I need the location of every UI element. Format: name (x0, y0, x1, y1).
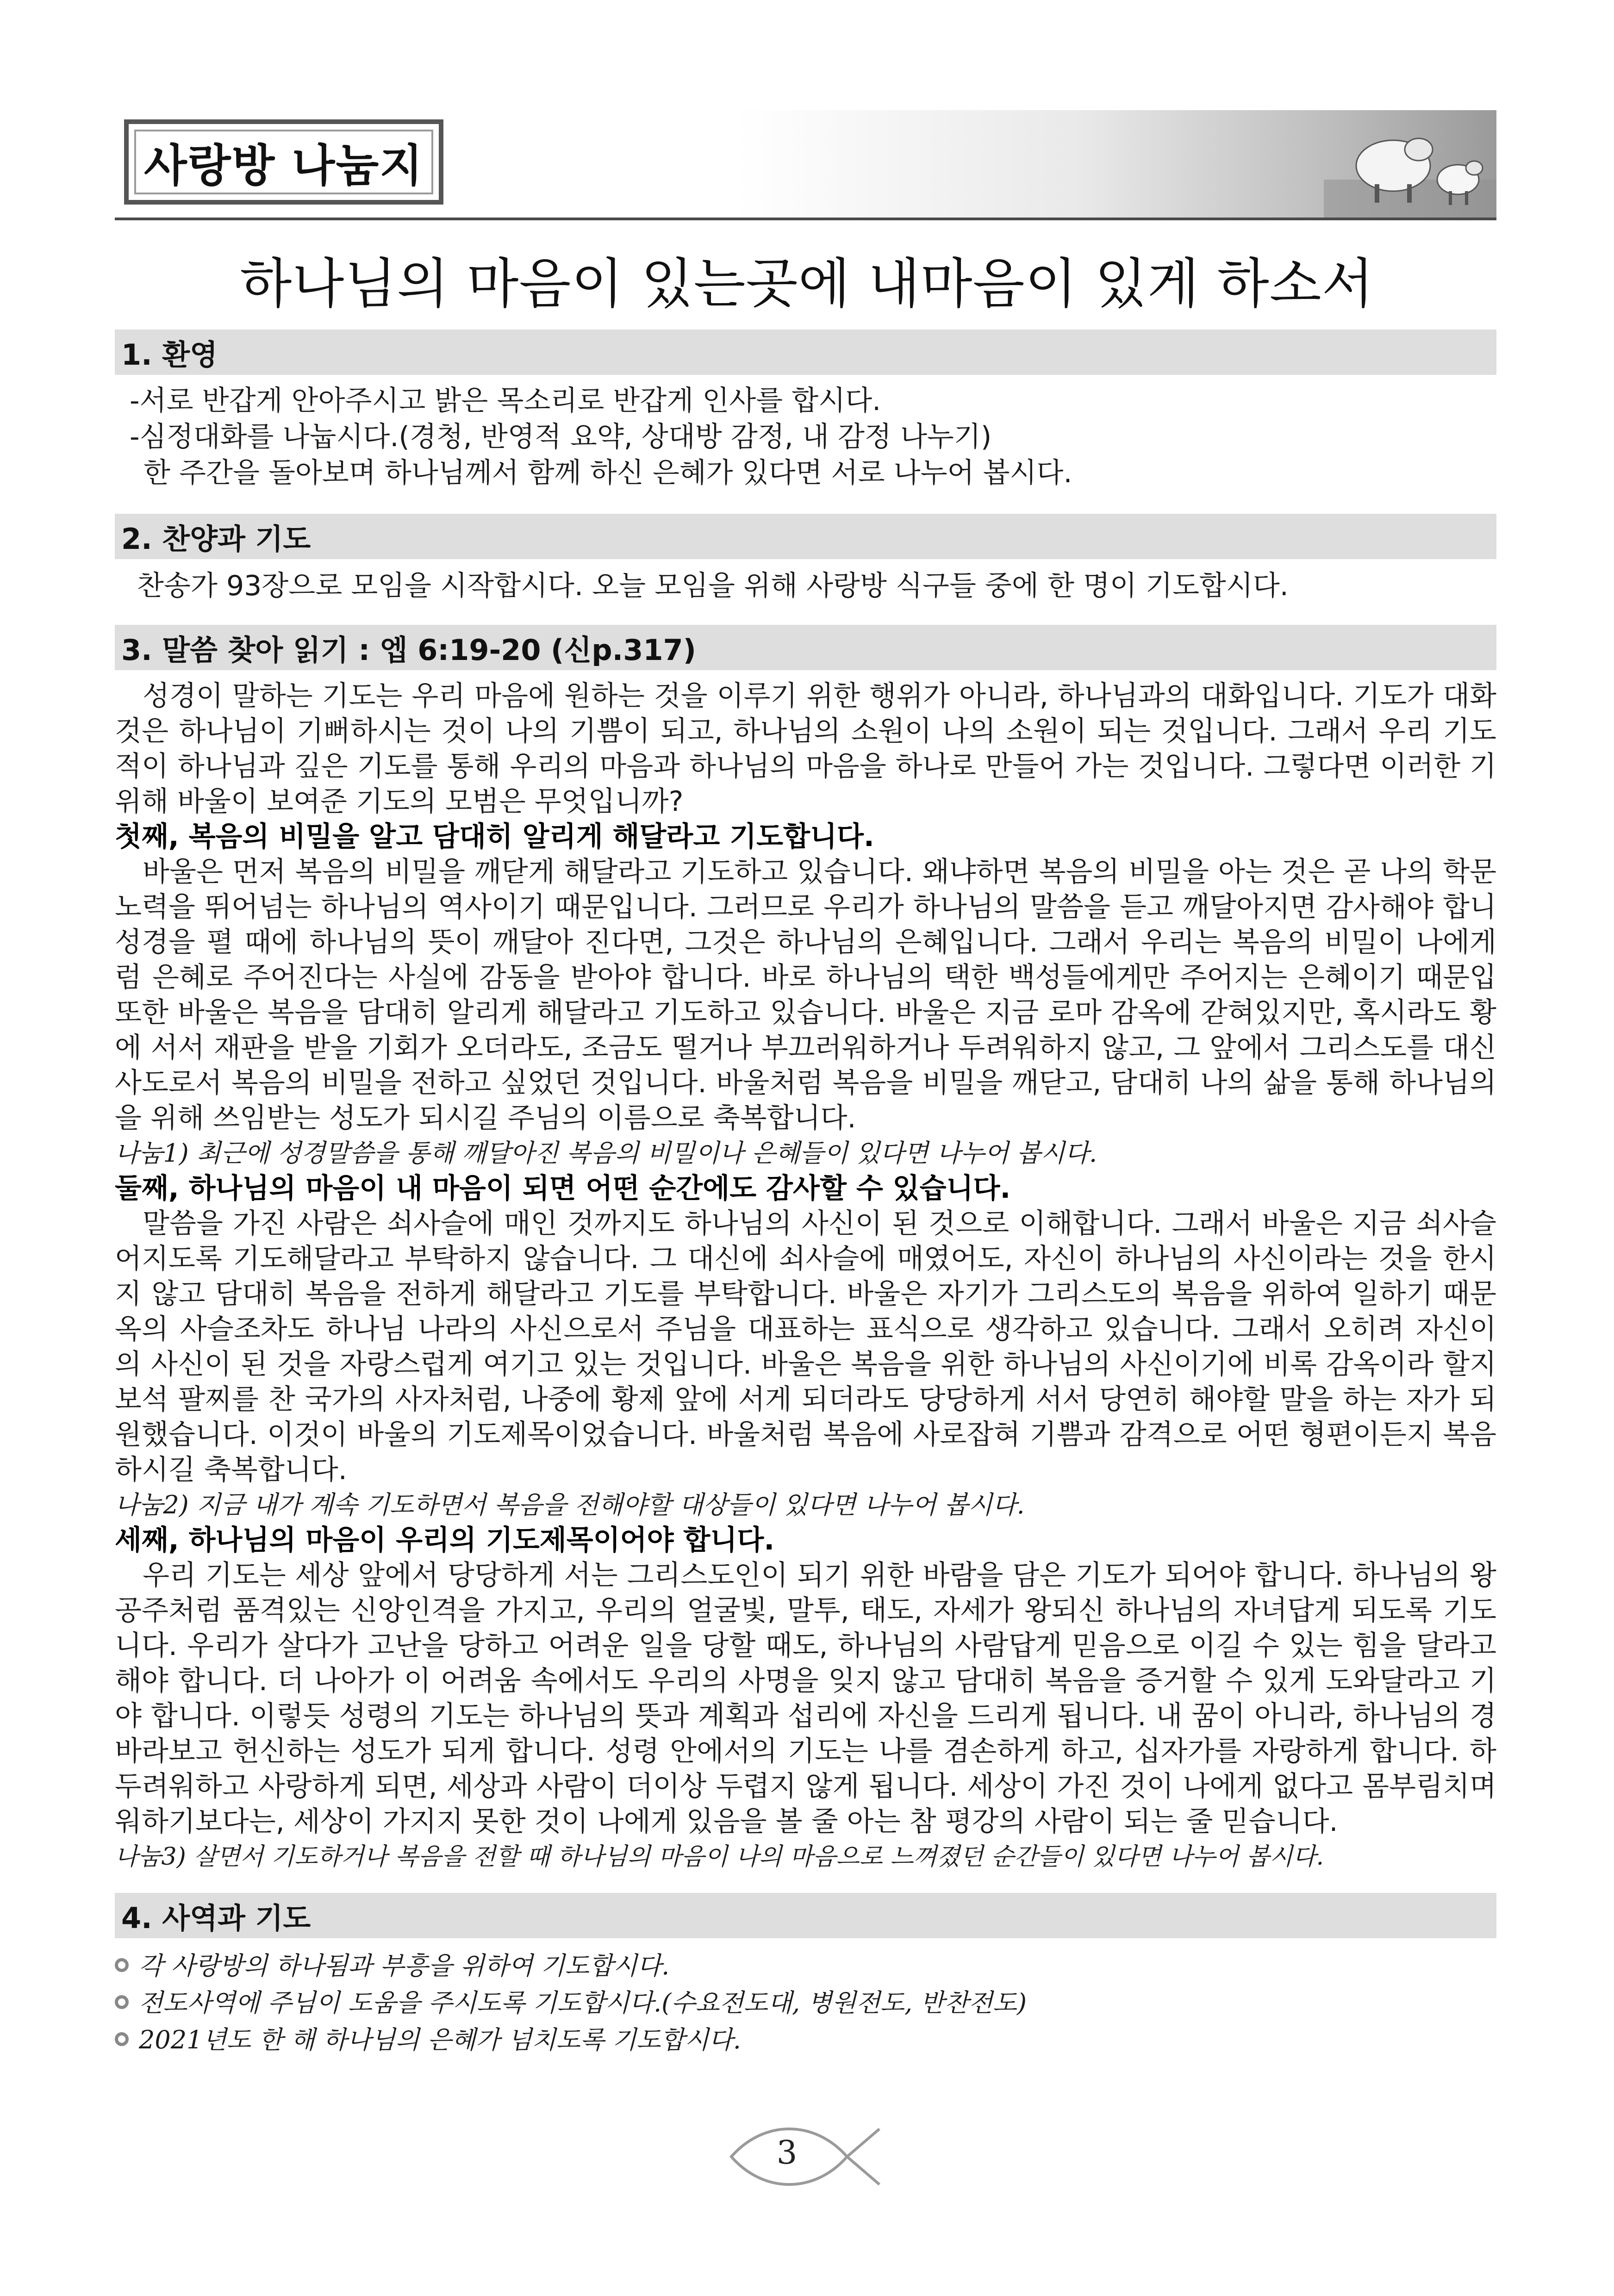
main-title: 하나님의 마음이 있는곳에 내마음이 있게 하소서 (240, 253, 1374, 315)
point3-title: 세째, 하나님의 마음이 우리의 기도제목이어야 합니다. (115, 1524, 775, 1556)
point2-line: 지 않고 담대히 복음을 전하게 해달라고 기도를 부탁합니다. 바울은 자기가 그리스도의 복음을 위하여 일하기 때문 (115, 1278, 1496, 1310)
point1-line: 사도로서 복음의 비밀을 전하고 싶었던 것입니다. 바울처럼 복음을 비밀을 깨닫고, 담대히 나의 삶을 통해 하나님의 (115, 1067, 1496, 1099)
point3-line: 두려워하고 사랑하게 되면, 세상과 사람이 더이상 두렵지 않게 됩니다. 세상이 가진 것이 나에게 없다고 몸부림치며 (115, 1770, 1496, 1803)
point3-line: 야 합니다. 이렇듯 성령의 기도는 하나님의 뜻과 계획과 섭리에 자신을 드리게 됩니다. 내 꿈이 아니라, 하나님의 경 (115, 1700, 1496, 1732)
share3-prompt: 나눔3) 살면서 기도하거나 복음을 전할 때 하나님의 마음이 나의 마음으로 느껴졌던 순간들이 있다면 나누어 봅시다. (115, 1843, 1324, 1871)
welcome-line: 한 주간을 돌아보며 하나님께서 함께 하신 은혜가 있다면 서로 나누어 봅시다. (143, 457, 1072, 489)
mission-item-text: 각 사랑방의 하나됨과 부흥을 위하여 기도합시다. (139, 1951, 670, 1980)
point3-line: 해야 합니다. 더 나아가 이 어려움 속에서도 우리의 사명을 잊지 않고 담대히 복음을 증거할 수 있게 도와달라고 기 (115, 1665, 1496, 1697)
section-word-heading: 3. 말씀 찾아 읽기 : 엡 6:19-20 (신p.317) (121, 633, 696, 667)
point2-line: 의 사신이 된 것을 자랑스럽게 여기고 있는 것입니다. 바울은 복음을 위한 하나님의 사신이기에 비록 감옥이라 할지 (115, 1348, 1496, 1381)
bullet-icon (115, 2032, 129, 2046)
word-intro-line: 적이 하나님과 깊은 기도를 통해 우리의 마음과 하나님의 마음을 하나로 만들어 가는 것입니다. 그렇다면 이러한 기 (115, 750, 1496, 783)
series-title: 사랑방 나눔지 (144, 139, 424, 192)
point2-title: 둘째, 하나님의 마음이 내 마음이 되면 어떤 순간에도 감사할 수 있습니다. (115, 1172, 1011, 1205)
point1-line: 바울은 먼저 복음의 비밀을 깨닫게 해달라고 기도하고 있습니다. 왜냐하면 복음의 비밀을 아는 것은 곧 나의 학문 (143, 856, 1496, 888)
welcome-line: -서로 반갑게 안아주시고 밝은 목소리로 반갑게 인사를 합시다. (130, 385, 881, 417)
section-mission-heading: 4. 사역과 기도 (121, 1901, 311, 1935)
point3-line: 바라보고 헌신하는 성도가 되게 합니다. 성령 안에서의 기도는 나를 겸손하게 하고, 십자가를 자랑하게 합니다. 하 (115, 1735, 1496, 1767)
series-title-box (124, 119, 443, 205)
bullet-icon (115, 1995, 129, 2009)
mission-item (115, 1948, 1496, 1984)
section-welcome-heading: 1. 환영 (121, 337, 218, 372)
word-intro-line: 위해 바울이 보여준 기도의 모범은 무엇입니까? (115, 785, 684, 818)
section-welcome-heading-bar (115, 330, 1496, 375)
welcome-line: -심정대화를 나눕시다.(경청, 반영적 요약, 상대방 감정, 내 감정 나누기) (130, 421, 992, 453)
point3-line: 우리 기도는 세상 앞에서 당당하게 서는 그리스도인이 되기 위한 바람을 담은 기도가 되어야 합니다. 하나님의 왕 (143, 1559, 1496, 1592)
point2-line: 말씀을 가진 사람은 쇠사슬에 매인 것까지도 하나님의 사신이 된 것으로 이해합니다. 그래서 바울은 지금 쇠사슬 (143, 1207, 1496, 1240)
point2-line: 어지도록 기도해달라고 부탁하지 않습니다. 그 대신에 쇠사슬에 매였어도, 자신이 하나님의 사신이라는 것을 한시 (115, 1243, 1496, 1275)
sheep-illustration (1324, 110, 1496, 218)
word-intro-line: 것은 하나님이 기뻐하시는 것이 나의 기쁨이 되고, 하나님의 소원이 나의 소원이 되는 것입니다. 그래서 우리 기도 (115, 715, 1496, 747)
bullet-icon (115, 1958, 129, 1972)
point2-line: 원했습니다. 이것이 바울의 기도제목이었습니다. 바울처럼 복음에 사로잡혀 기쁨과 감격으로 어떤 형편이든지 복음 (115, 1419, 1496, 1451)
point1-line: 럼 은혜로 주어진다는 사실에 감동을 받아야 합니다. 바로 하나님의 택한 백성들에게만 주어지는 은혜이기 때문입 (115, 961, 1496, 994)
point2-line: 옥의 사슬조차도 하나님 나라의 사신으로서 주님을 대표하는 표식으로 생각하고 있습니다. 그래서 오히려 자신이 (115, 1313, 1496, 1345)
share2-prompt: 나눔2) 지금 내가 계속 기도하면서 복음을 전해야할 대상들이 있다면 나누어 봅시다. (115, 1490, 1025, 1519)
section-praise-heading: 2. 찬양과 기도 (121, 522, 311, 556)
mission-item (115, 2022, 1496, 2058)
point3-line: 워하기보다는, 세상이 가지지 못한 것이 나에게 있음을 볼 줄 아는 참 평강의 사람이 되는 줄 믿습니다. (115, 1805, 1338, 1838)
praise-line: 찬송가 93장으로 모임을 시작합시다. 오늘 모임을 위해 사랑방 식구들 중에 한 명이 기도합시다. (137, 570, 1289, 602)
share1-prompt: 나눔1) 최근에 성경말씀을 통해 깨달아진 복음의 비밀이나 은혜들이 있다면 나누어 봅시다. (115, 1139, 1097, 1168)
point1-line: 또한 바울은 복음을 담대히 알리게 해달라고 기도하고 있습니다. 바울은 지금 로마 감옥에 갇혀있지만, 혹시라도 황 (115, 996, 1496, 1029)
mission-item (115, 1985, 1496, 2021)
mission-item-text: 전도사역에 주님이 도움을 주시도록 기도합시다.(수요전도대, 병원전도, 반찬전도) (139, 1988, 1027, 2017)
point3-line: 공주처럼 품격있는 신앙인격을 가지고, 우리의 얼굴빛, 말투, 태도, 자세가 왕되신 하나님의 자녀답게 되도록 기도 (115, 1594, 1496, 1627)
point2-line: 보석 팔찌를 찬 국가의 사자처럼, 나중에 황제 앞에 서게 되더라도 당당하게 서서 당연히 해야할 말을 하는 자가 되 (115, 1383, 1496, 1416)
mission-item-text: 2021년도 한 해 하나님의 은혜가 넘치도록 기도합시다. (139, 2025, 741, 2054)
point1-line: 노력을 뛰어넘는 하나님의 역사이기 때문입니다. 그러므로 우리가 하나님의 말씀을 듣고 깨달아지면 감사해야 합니 (115, 891, 1496, 923)
point1-line: 에 서서 재판을 받을 기회가 오더라도, 조금도 떨거나 부끄러워하거나 두려워하지 않고, 그 앞에서 그리스도를 대신 (115, 1032, 1496, 1064)
page-number: 3 (776, 2134, 798, 2172)
section-mission-heading-bar (115, 1893, 1496, 1938)
point1-line: 을 위해 쓰임받는 성도가 되시길 주님의 이름으로 축복합니다. (115, 1102, 856, 1134)
page-number-area (722, 2106, 889, 2208)
point1-title: 첫째, 복음의 비밀을 알고 담대히 알리게 해달라고 기도합니다. (115, 821, 874, 853)
section-word-heading-bar (115, 625, 1496, 670)
word-intro-line: 성경이 말하는 기도는 우리 마음에 원하는 것을 이루기 위한 행위가 아니라, 하나님과의 대화입니다. 기도가 대화 (143, 680, 1496, 712)
point2-line: 하시길 축복합니다. (115, 1454, 347, 1486)
section-praise-heading-bar (115, 514, 1496, 559)
point3-line: 니다. 우리가 살다가 고난을 당하고 어려운 일을 당할 때도, 하나님의 사람답게 믿음으로 이길 수 있는 힘을 달라고 (115, 1630, 1496, 1662)
point1-line: 성경을 펼 때에 하나님의 뜻이 깨달아 진다면, 그것은 하나님의 은혜입니다. 그래서 우리는 복음의 비밀이 나에게 (115, 926, 1496, 958)
